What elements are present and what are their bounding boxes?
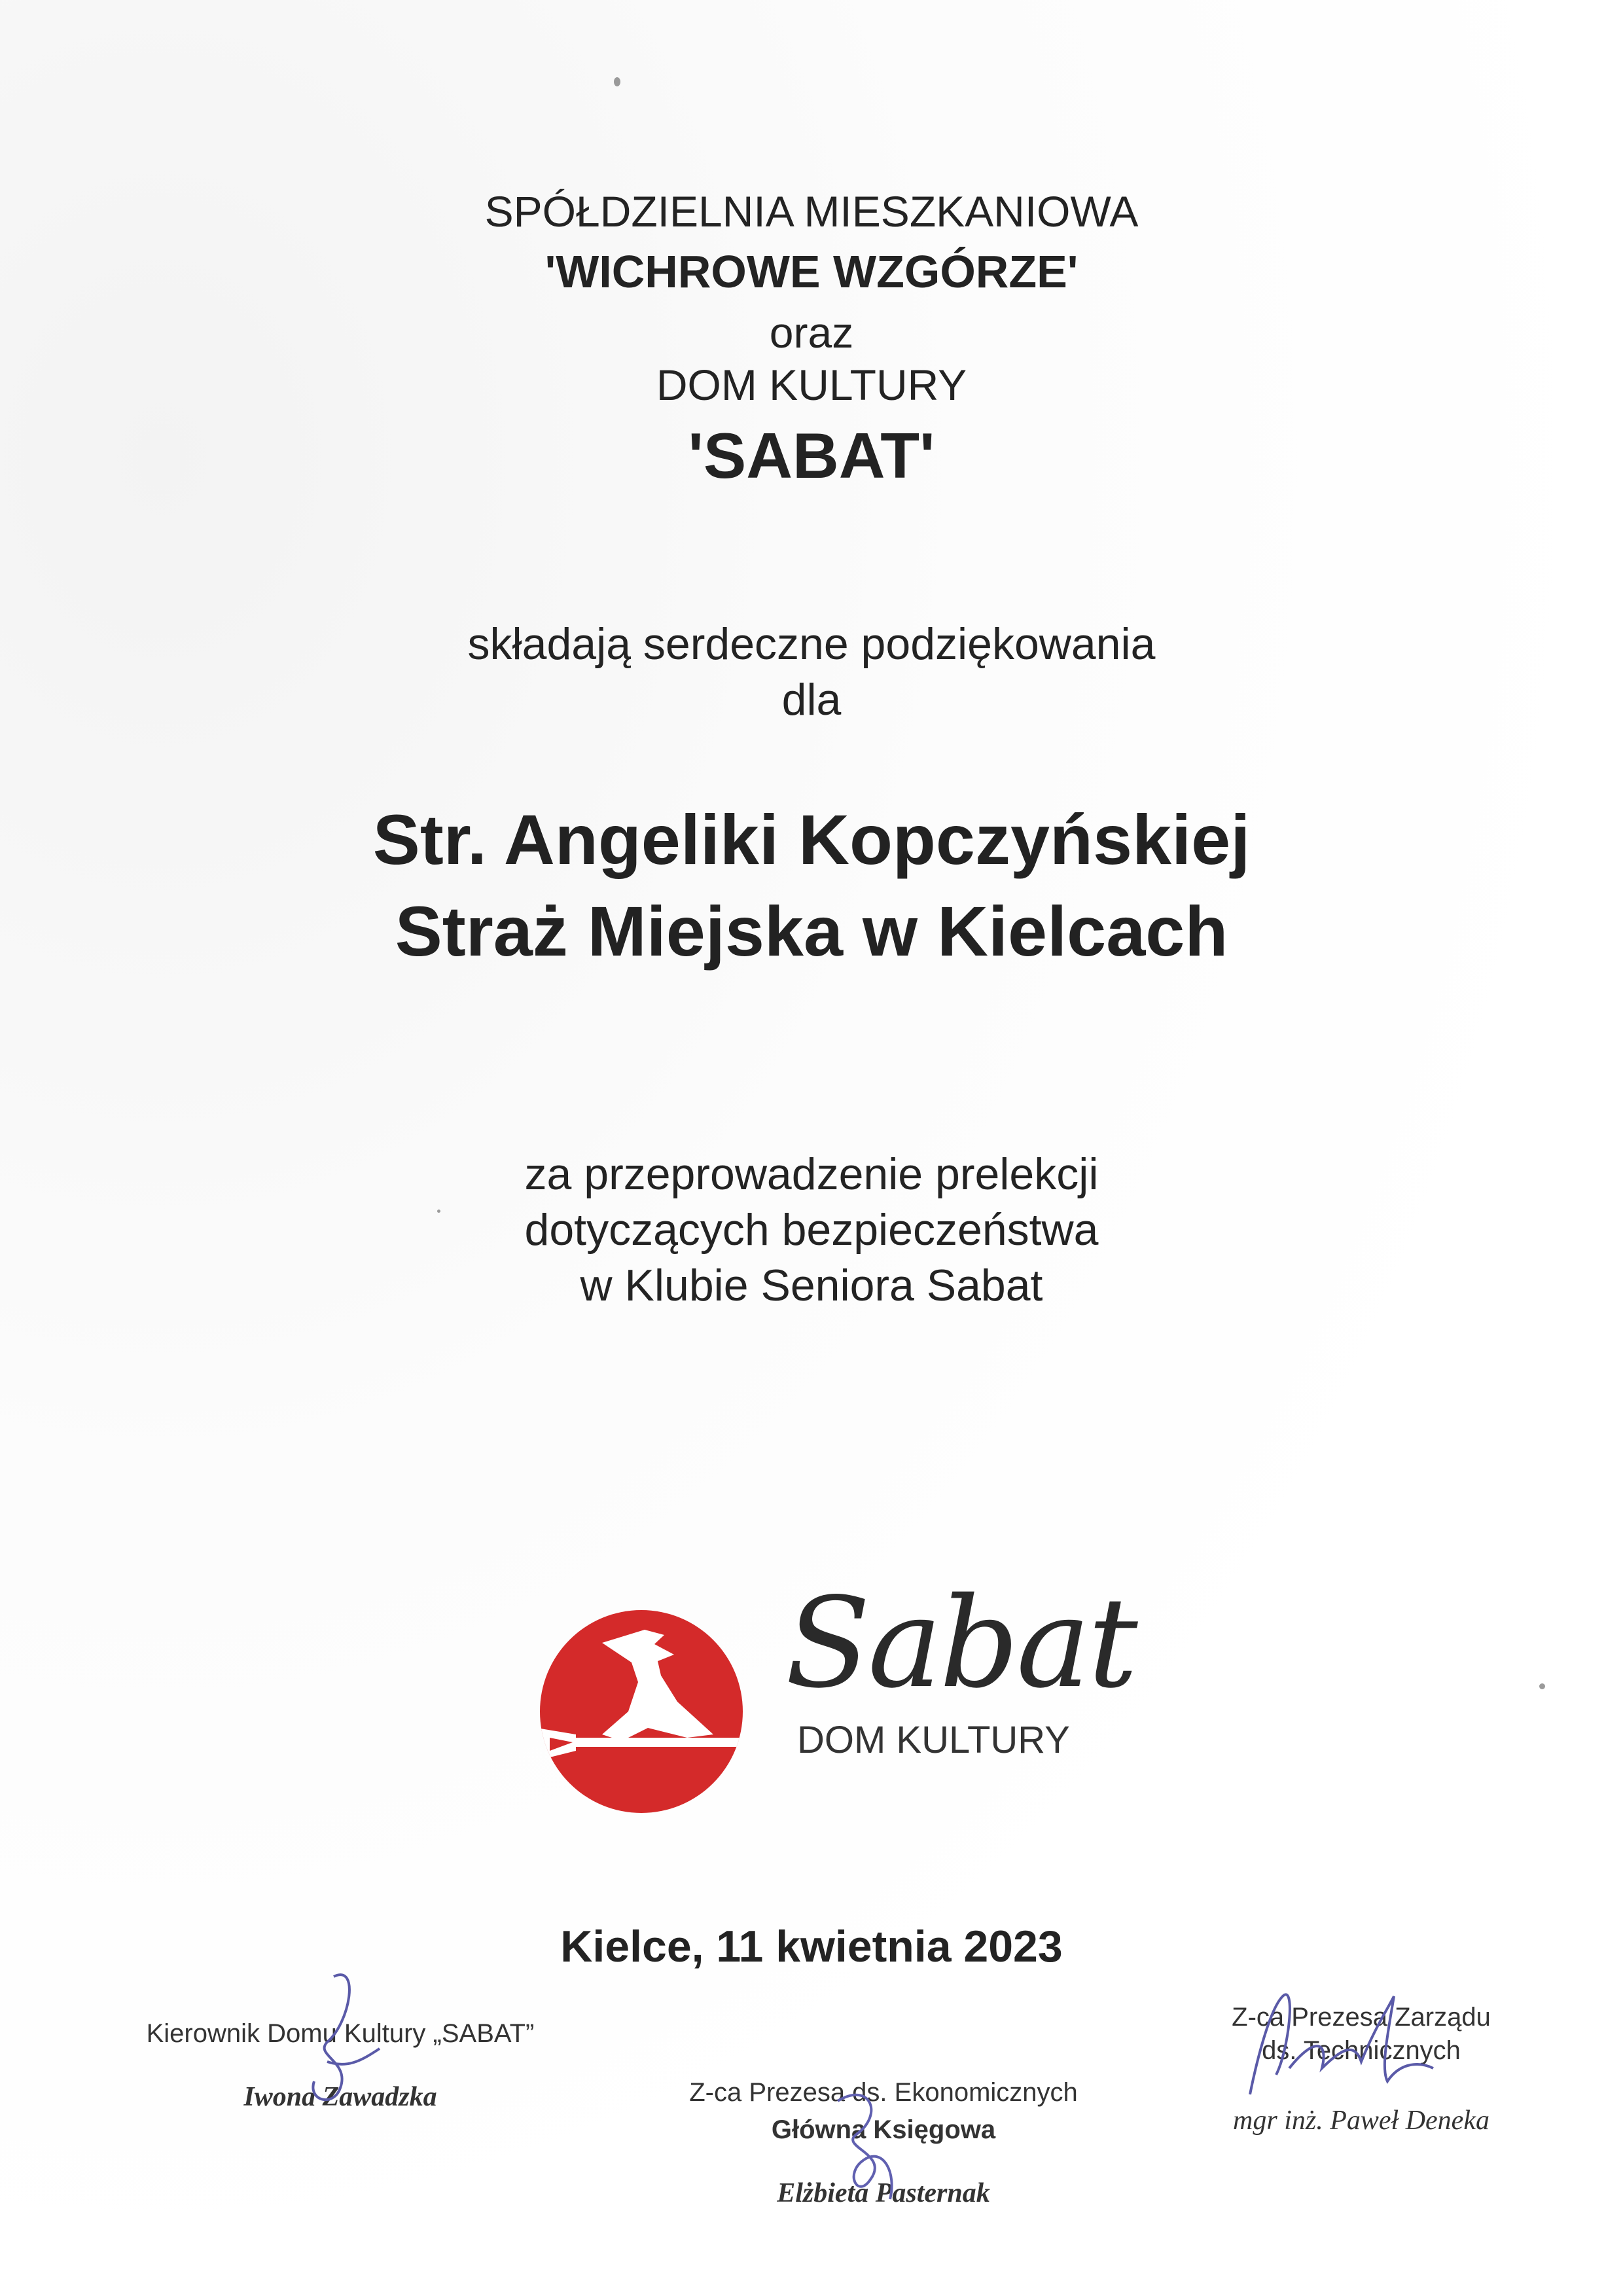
witch-on-broom-icon [524,1604,759,1813]
conjunction: oraz [769,308,854,357]
signature-left-name: Iwona Zawadzka [243,2082,437,2112]
signature-right-role-1: Z-ca Prezesa Zarządu [1232,2003,1491,2032]
org-name-line: SPÓŁDZIELNIA MIESZKANIOWA [484,187,1139,236]
scan-speck [437,1210,440,1213]
place-date: Kielce, 11 kwietnia 2023 [560,1922,1063,1971]
reason-line-3: w Klubie Seniora Sabat [580,1261,1043,1310]
reason-line-2: dotyczących bezpieczeństwa [524,1205,1099,1255]
signature-middle-name: Elżbieta Pasternak [777,2178,990,2208]
for-line: dla [781,675,842,725]
signature-right-name: mgr inż. Paweł Deneka [1233,2106,1489,2136]
scan-speck [614,77,620,86]
scan-speck [1539,1683,1545,1689]
reason-line-1: za przeprowadzenie prelekcji [524,1149,1099,1199]
signature-middle-role-2: Główna Księgowa [771,2115,996,2144]
thanks-line: składają serdeczne podziękowania [467,619,1156,669]
signature-left-role: Kierownik Domu Kultury „SABAT” [146,2019,535,2048]
logo-wordmark: Sabat [785,1571,1135,1715]
recipient-name: Str. Angeliki Kopczyńskiej [372,800,1251,879]
org-name-bold: 'WICHROWE WZGÓRZE' [544,246,1079,297]
signature-right-role-2: ds. Technicznych [1262,2036,1461,2065]
culture-house-name: 'SABAT' [688,420,935,492]
recipient-org: Straż Miejska w Kielcach [395,891,1228,971]
logo-subtitle: DOM KULTURY [797,1719,1070,1761]
signature-middle-role-1: Z-ca Prezesa ds. Ekonomicznych [689,2078,1078,2107]
culture-house-label: DOM KULTURY [656,361,967,409]
handwritten-signature-middle [812,2075,929,2219]
handwritten-signature-right [1230,1970,1466,2134]
handwritten-signature-left [288,1964,399,2127]
